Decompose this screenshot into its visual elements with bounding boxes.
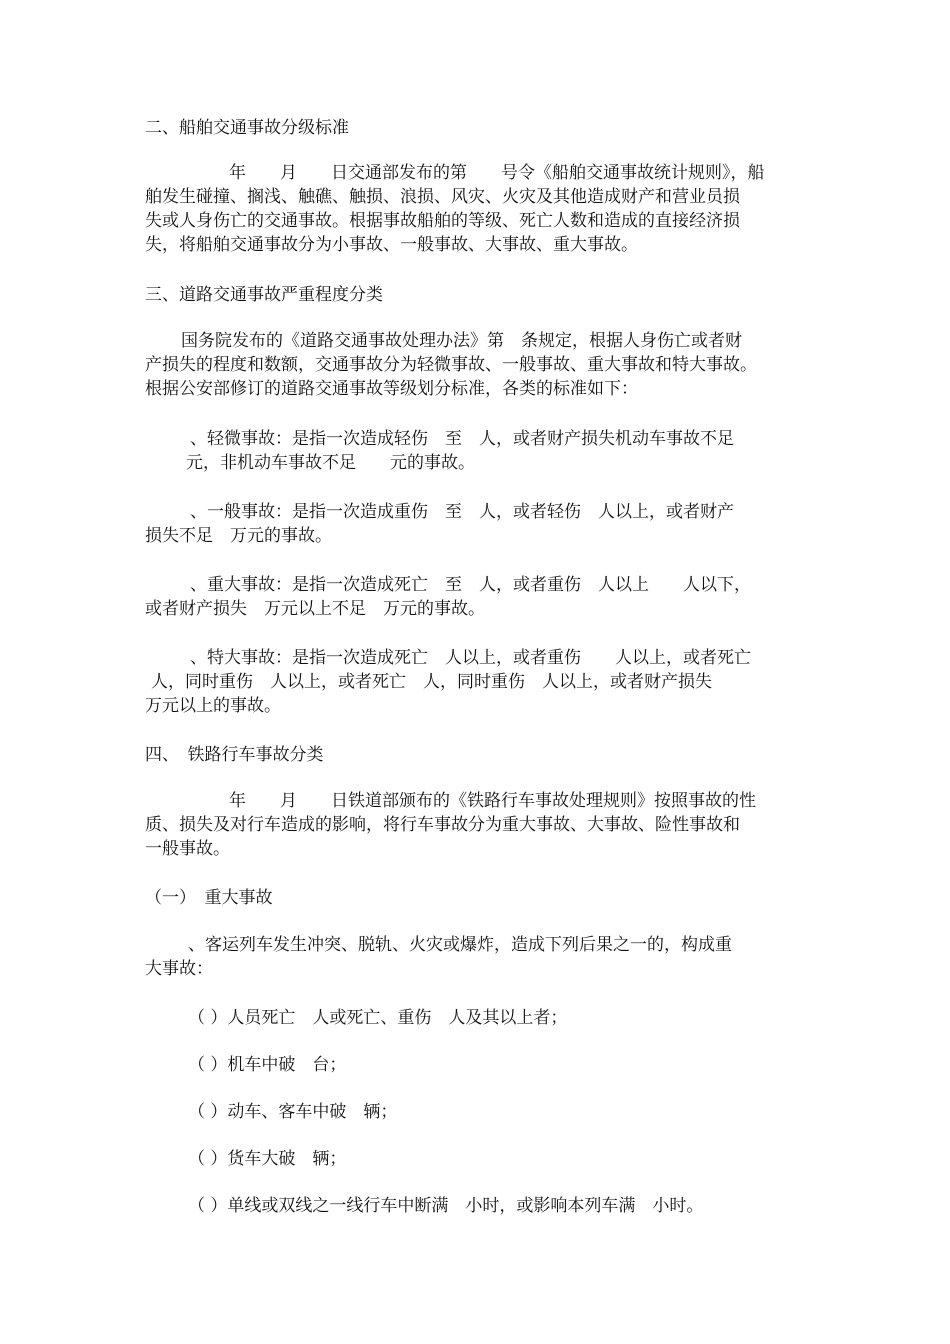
paragraph-line: 国务院发布的《道路交通事故处理办法》第 条规定，根据人身伤亡或者财 bbox=[181, 331, 742, 351]
subsection-heading-major: （一） 重大事故 bbox=[145, 888, 273, 908]
numbered-item: （ ）人员死亡 人或死亡、重伤 人及其以上者； bbox=[188, 1008, 568, 1028]
section-heading-road: 三、道路交通事故严重程度分类 bbox=[145, 285, 383, 305]
list-item-major-accident-cont: 或者财产损失 万元以上不足 万元的事故。 bbox=[145, 599, 485, 619]
list-item-extraordinary-accident-cont: 万元以上的事故。 bbox=[145, 696, 281, 716]
list-item-extraordinary-accident-cont: 人，同时重伤 人以上，或者死亡 人，同时重伤 人以上，或者财产损失 bbox=[151, 672, 712, 692]
paragraph-line: 失或人身伤亡的交通事故。根据事故船舶的等级、死亡人数和造成的直接经济损 bbox=[145, 211, 740, 231]
list-item-minor-accident: 、轻微事故：是指一次造成轻伤 至 人，或者财产损失机动车事故不足 bbox=[190, 429, 734, 449]
paragraph-line: 产损失的程度和数额，交通事故分为轻微事故、一般事故、重大事故和特大事故。 bbox=[145, 355, 757, 375]
list-item-minor-accident-cont: 元，非机动车事故不足 元的事故。 bbox=[186, 453, 475, 473]
list-item-general-accident: 、一般事故：是指一次造成重伤 至 人，或者轻伤 人以上，或者财产 bbox=[190, 502, 734, 522]
paragraph-line: 、客运列车发生冲突、脱轨、火灾或爆炸，造成下列后果之一的，构成重 bbox=[188, 935, 732, 955]
section-heading-railway: 四、 铁路行车事故分类 bbox=[145, 745, 324, 765]
paragraph-line: 年 月 日铁道部颁布的《铁路行车事故处理规则》按照事故的性 bbox=[229, 791, 756, 811]
numbered-item: （ ）货车大破 辆； bbox=[188, 1149, 347, 1169]
paragraph-line: 大事故： bbox=[145, 959, 213, 979]
paragraph-line: 舶发生碰撞、搁浅、触礁、触损、浪损、风灾、火灾及其他造成财产和营业员损 bbox=[145, 187, 740, 207]
paragraph-line: 一般事故。 bbox=[145, 839, 230, 859]
numbered-item: （ ）机车中破 台； bbox=[188, 1055, 347, 1075]
list-item-major-accident: 、重大事故：是指一次造成死亡 至 人，或者重伤 人以上 人以下， bbox=[190, 575, 751, 595]
paragraph-line: 根据公安部修订的道路交通事故等级划分标准，各类的标准如下： bbox=[145, 379, 638, 399]
list-item-extraordinary-accident: 、特大事故：是指一次造成死亡 人以上，或者重伤 人以上，或者死亡 bbox=[190, 648, 751, 668]
section-heading-ship: 二、船舶交通事故分级标准 bbox=[145, 118, 349, 138]
list-item-general-accident-cont: 损失不足 万元的事故。 bbox=[145, 526, 332, 546]
paragraph-line: 失，将船舶交通事故分为小事故、一般事故、大事故、重大事故。 bbox=[145, 235, 638, 255]
paragraph-line: 质、损失及对行车造成的影响，将行车事故分为重大事故、大事故、险性事故和 bbox=[145, 815, 740, 835]
numbered-item: （ ）动车、客车中破 辆； bbox=[188, 1102, 398, 1122]
numbered-item: （ ）单线或双线之一线行车中断满 小时，或影响本列车满 小时。 bbox=[188, 1196, 704, 1216]
paragraph-line: 年 月 日交通部发布的第 号令《船舶交通事故统计规则》，船 bbox=[229, 163, 765, 183]
